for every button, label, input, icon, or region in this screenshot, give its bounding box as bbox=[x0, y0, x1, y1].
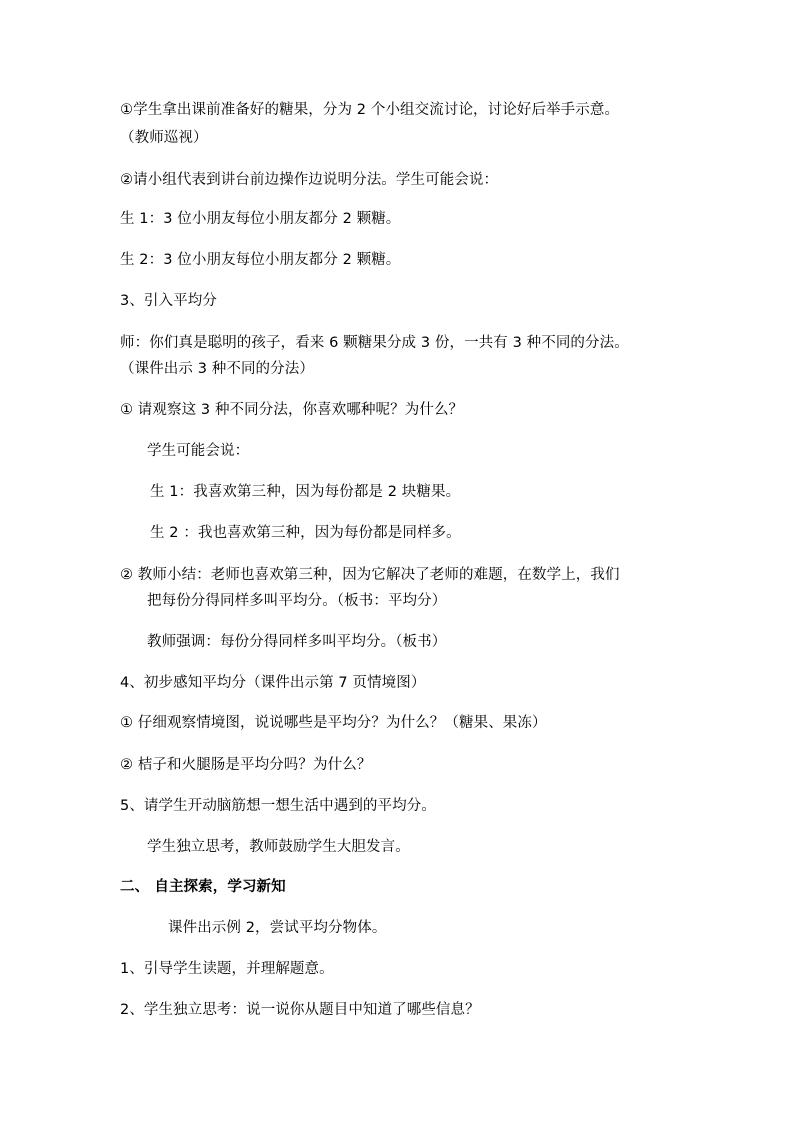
paragraph-line-10: 学生可能会说： bbox=[147, 443, 250, 459]
paragraph-line-18: ② 桔子和火腿肠是平均分吗？为什么？ bbox=[120, 757, 372, 773]
paragraph-line-8: （课件出示 3 种不同的分法） bbox=[120, 361, 314, 377]
section-heading-2: 二、 自主探索，学习新知 bbox=[120, 879, 286, 895]
paragraph-line-20: 学生独立思考，教师鼓励学生大胆发言。 bbox=[147, 839, 410, 855]
paragraph-line-22: 课件出示例 2，尝试平均分物体。 bbox=[168, 920, 387, 936]
paragraph-line-24: 2、学生独立思考：说一说你从题目中知道了哪些信息？ bbox=[120, 1002, 480, 1018]
paragraph-line-5: 生 2：3 位小朋友每位小朋友都分 2 颗糖。 bbox=[120, 252, 401, 268]
section-heading-5: 5、请学生开动脑筋想一想生活中遇到的平均分。 bbox=[120, 798, 436, 814]
paragraph-line-23: 1、引导学生读题，并理解题意。 bbox=[120, 961, 334, 977]
paragraph-line-1: ①学生拿出课前准备好的糖果，分为 2 个小组交流讨论，讨论好后举手示意。 bbox=[120, 102, 620, 118]
section-heading-4: 4、初步感知平均分（课件出示第 7 页情境图） bbox=[120, 675, 426, 691]
paragraph-line-7: 师：你们真是聪明的孩子，看来 6 颗糖果分成 3 份，一共有 3 种不同的分法。 bbox=[120, 335, 629, 351]
paragraph-line-14: 把每份分得同样多叫平均分。（板书：平均分） bbox=[147, 593, 447, 609]
section-heading-3: 3、引入平均分 bbox=[120, 293, 217, 309]
paragraph-line-4: 生 1：3 位小朋友每位小朋友都分 2 颗糖。 bbox=[120, 211, 401, 227]
paragraph-line-3: ②请小组代表到讲台前边操作边说明分法。学生可能会说： bbox=[120, 172, 499, 188]
paragraph-line-9: ① 请观察这 3 种不同分法，你喜欢哪种呢？为什么？ bbox=[120, 402, 464, 418]
paragraph-line-2: （教师巡视） bbox=[120, 130, 208, 146]
paragraph-line-11: 生 1：我喜欢第三种，因为每份都是 2 块糖果。 bbox=[150, 484, 461, 500]
paragraph-line-17: ① 仔细观察情境图，说说哪些是平均分？为什么？（糖果、果冻） bbox=[120, 715, 547, 731]
paragraph-line-15: 教师强调：每份分得同样多叫平均分。（板书） bbox=[147, 634, 447, 650]
paragraph-line-13: ② 教师小结：老师也喜欢第三种，因为它解决了老师的难题，在数学上，我们 bbox=[120, 567, 620, 583]
paragraph-line-12: 生 2 ：我也喜欢第三种，因为每份都是同样多。 bbox=[150, 525, 461, 541]
